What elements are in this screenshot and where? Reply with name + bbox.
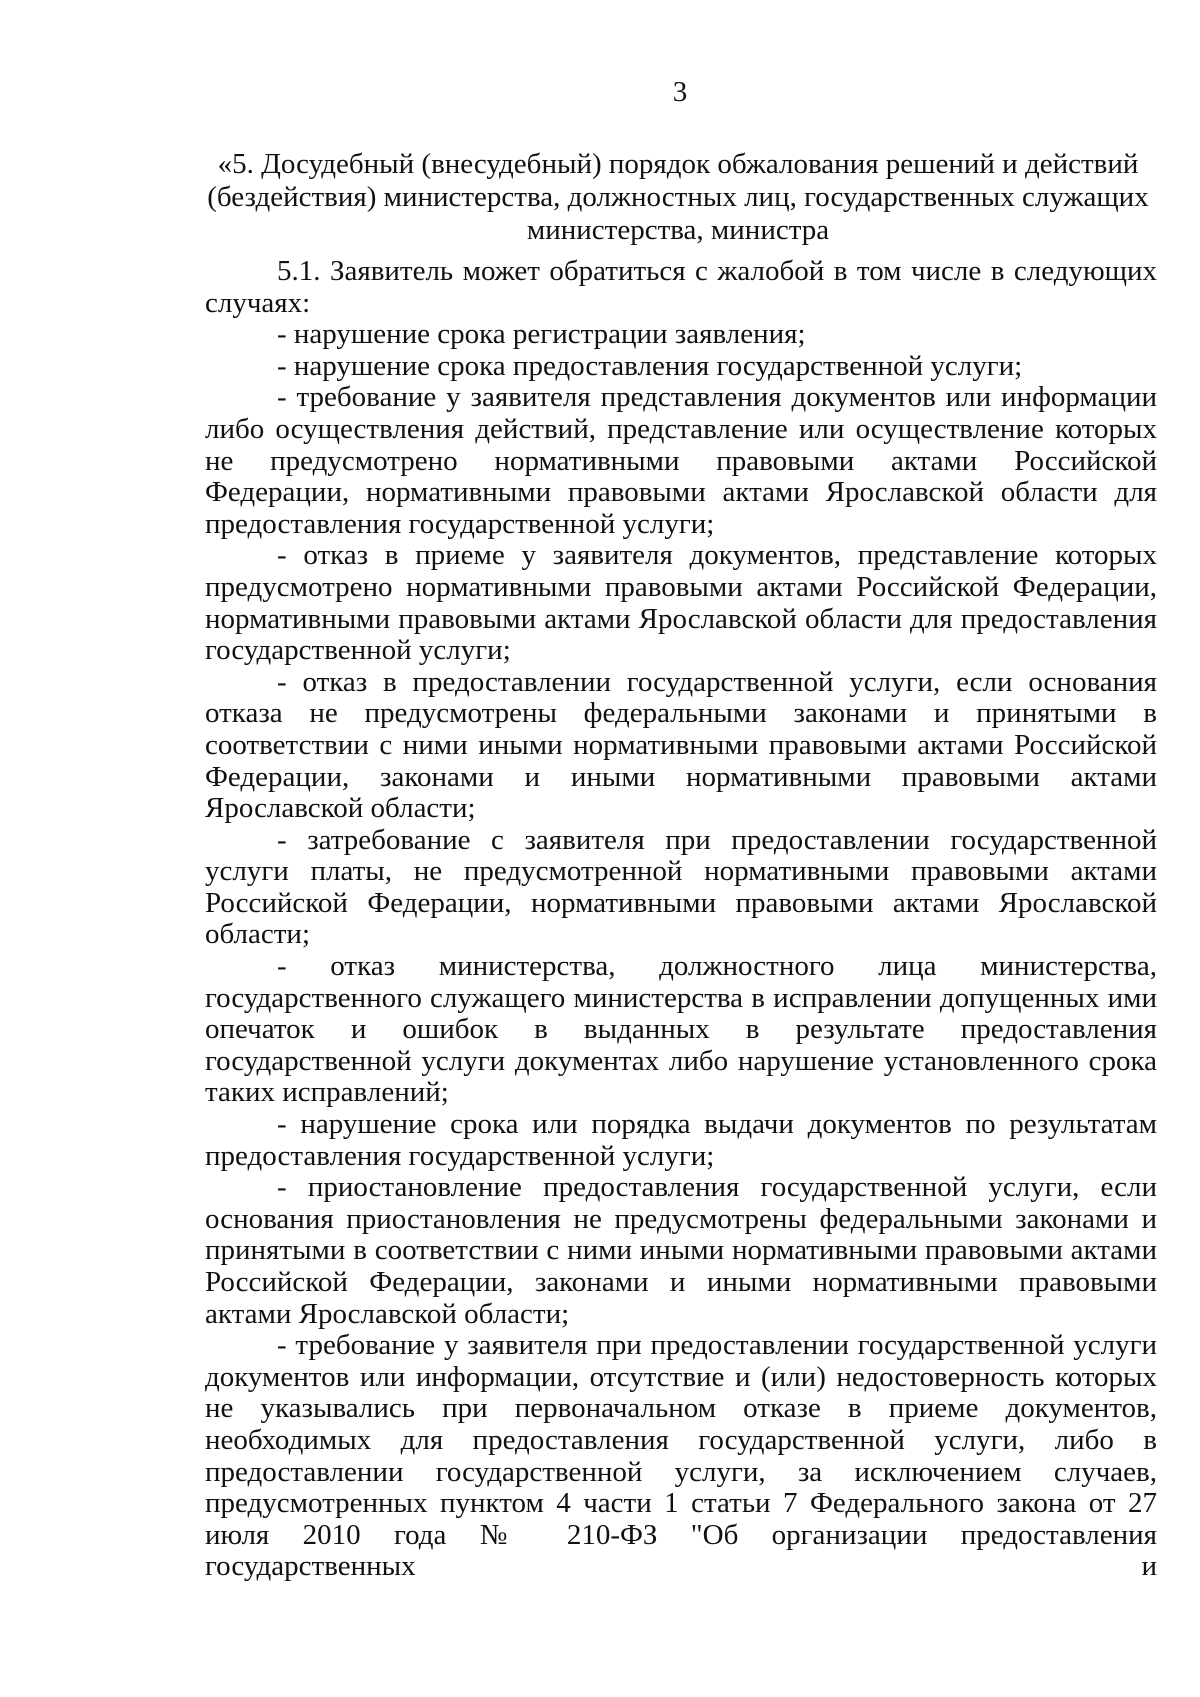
- paragraph: - отказ министерства, должностного лица министерства, государственного служащего министерства в исправлении допущенных ими опечаток и ошибок в выданных в результате предоставления государственной услуги документах либо нарушение установленного срока таких исправлений;: [205, 950, 1157, 1109]
- paragraph: - нарушение срока или порядка выдачи документов по результатам предоставления государственной услуги;: [205, 1108, 1157, 1172]
- section-title: «5. Досудебный (внесудебный) порядок обжалования решений и действий (бездействия) министерства, должностных лиц, государственных служащих министерства, министра: [207, 148, 1149, 246]
- paragraph: - требование у заявителя при предоставлении государственной услуги документов или информации, отсутствие и (или) недостоверность которых не указывались при первоначальном отказе в приеме документов, необходимых для предоставления государственной услуги, либо в предоставлении государственной услуги, за исключением случаев, предусмотренных пунктом 4 части 1 статьи 7 Федерального закона от 27 июля 2010 года № 210-ФЗ "Об организации предоставления государственных и: [205, 1329, 1157, 1583]
- paragraph: - нарушение срока предоставления государственной услуги;: [277, 349, 1023, 382]
- paragraph: - отказ в приеме у заявителя документов, представление которых предусмотрено нормативными правовыми актами Российской Федерации, нормативными правовыми актами Ярославской области для предоставления государственной услуги;: [205, 539, 1157, 667]
- paragraph: - нарушение срока регистрации заявления;: [277, 318, 806, 351]
- document-body: [205, 256, 1157, 1583]
- page-number: 3: [672, 76, 688, 108]
- paragraph: - затребование с заявителя при предоставлении государственной услуги платы, не предусмотренной нормативными правовыми актами Российской Федерации, нормативными правовыми актами Ярославской области;: [205, 823, 1157, 951]
- paragraph: - отказ в предоставлении государственной услуги, если основания отказа не предусмотрены федеральными законами и принятыми в соответствии с ними иными нормативными правовыми актами Российской Федерации, законами и иными нормативными правовыми актами Ярославской области;: [205, 665, 1157, 825]
- paragraph: 5.1. Заявитель может обратиться с жалобой в том числе в следующих случаях:: [205, 255, 1157, 319]
- paragraph: - приостановление предоставления государственной услуги, если основания приостановления не предусмотрены федеральными законами и принятыми в соответствии с ними иными нормативными правовыми актами Российской Федерации, законами и иными нормативными правовыми актами Ярославской области;: [205, 1171, 1157, 1330]
- paragraph: - требование у заявителя представления документов или информации либо осуществления действий, представление или осуществление которых не предусмотрено нормативными правовыми актами Российской Федерации, нормативными правовыми актами Ярославской области для предоставления государственной услуги;: [205, 381, 1157, 540]
